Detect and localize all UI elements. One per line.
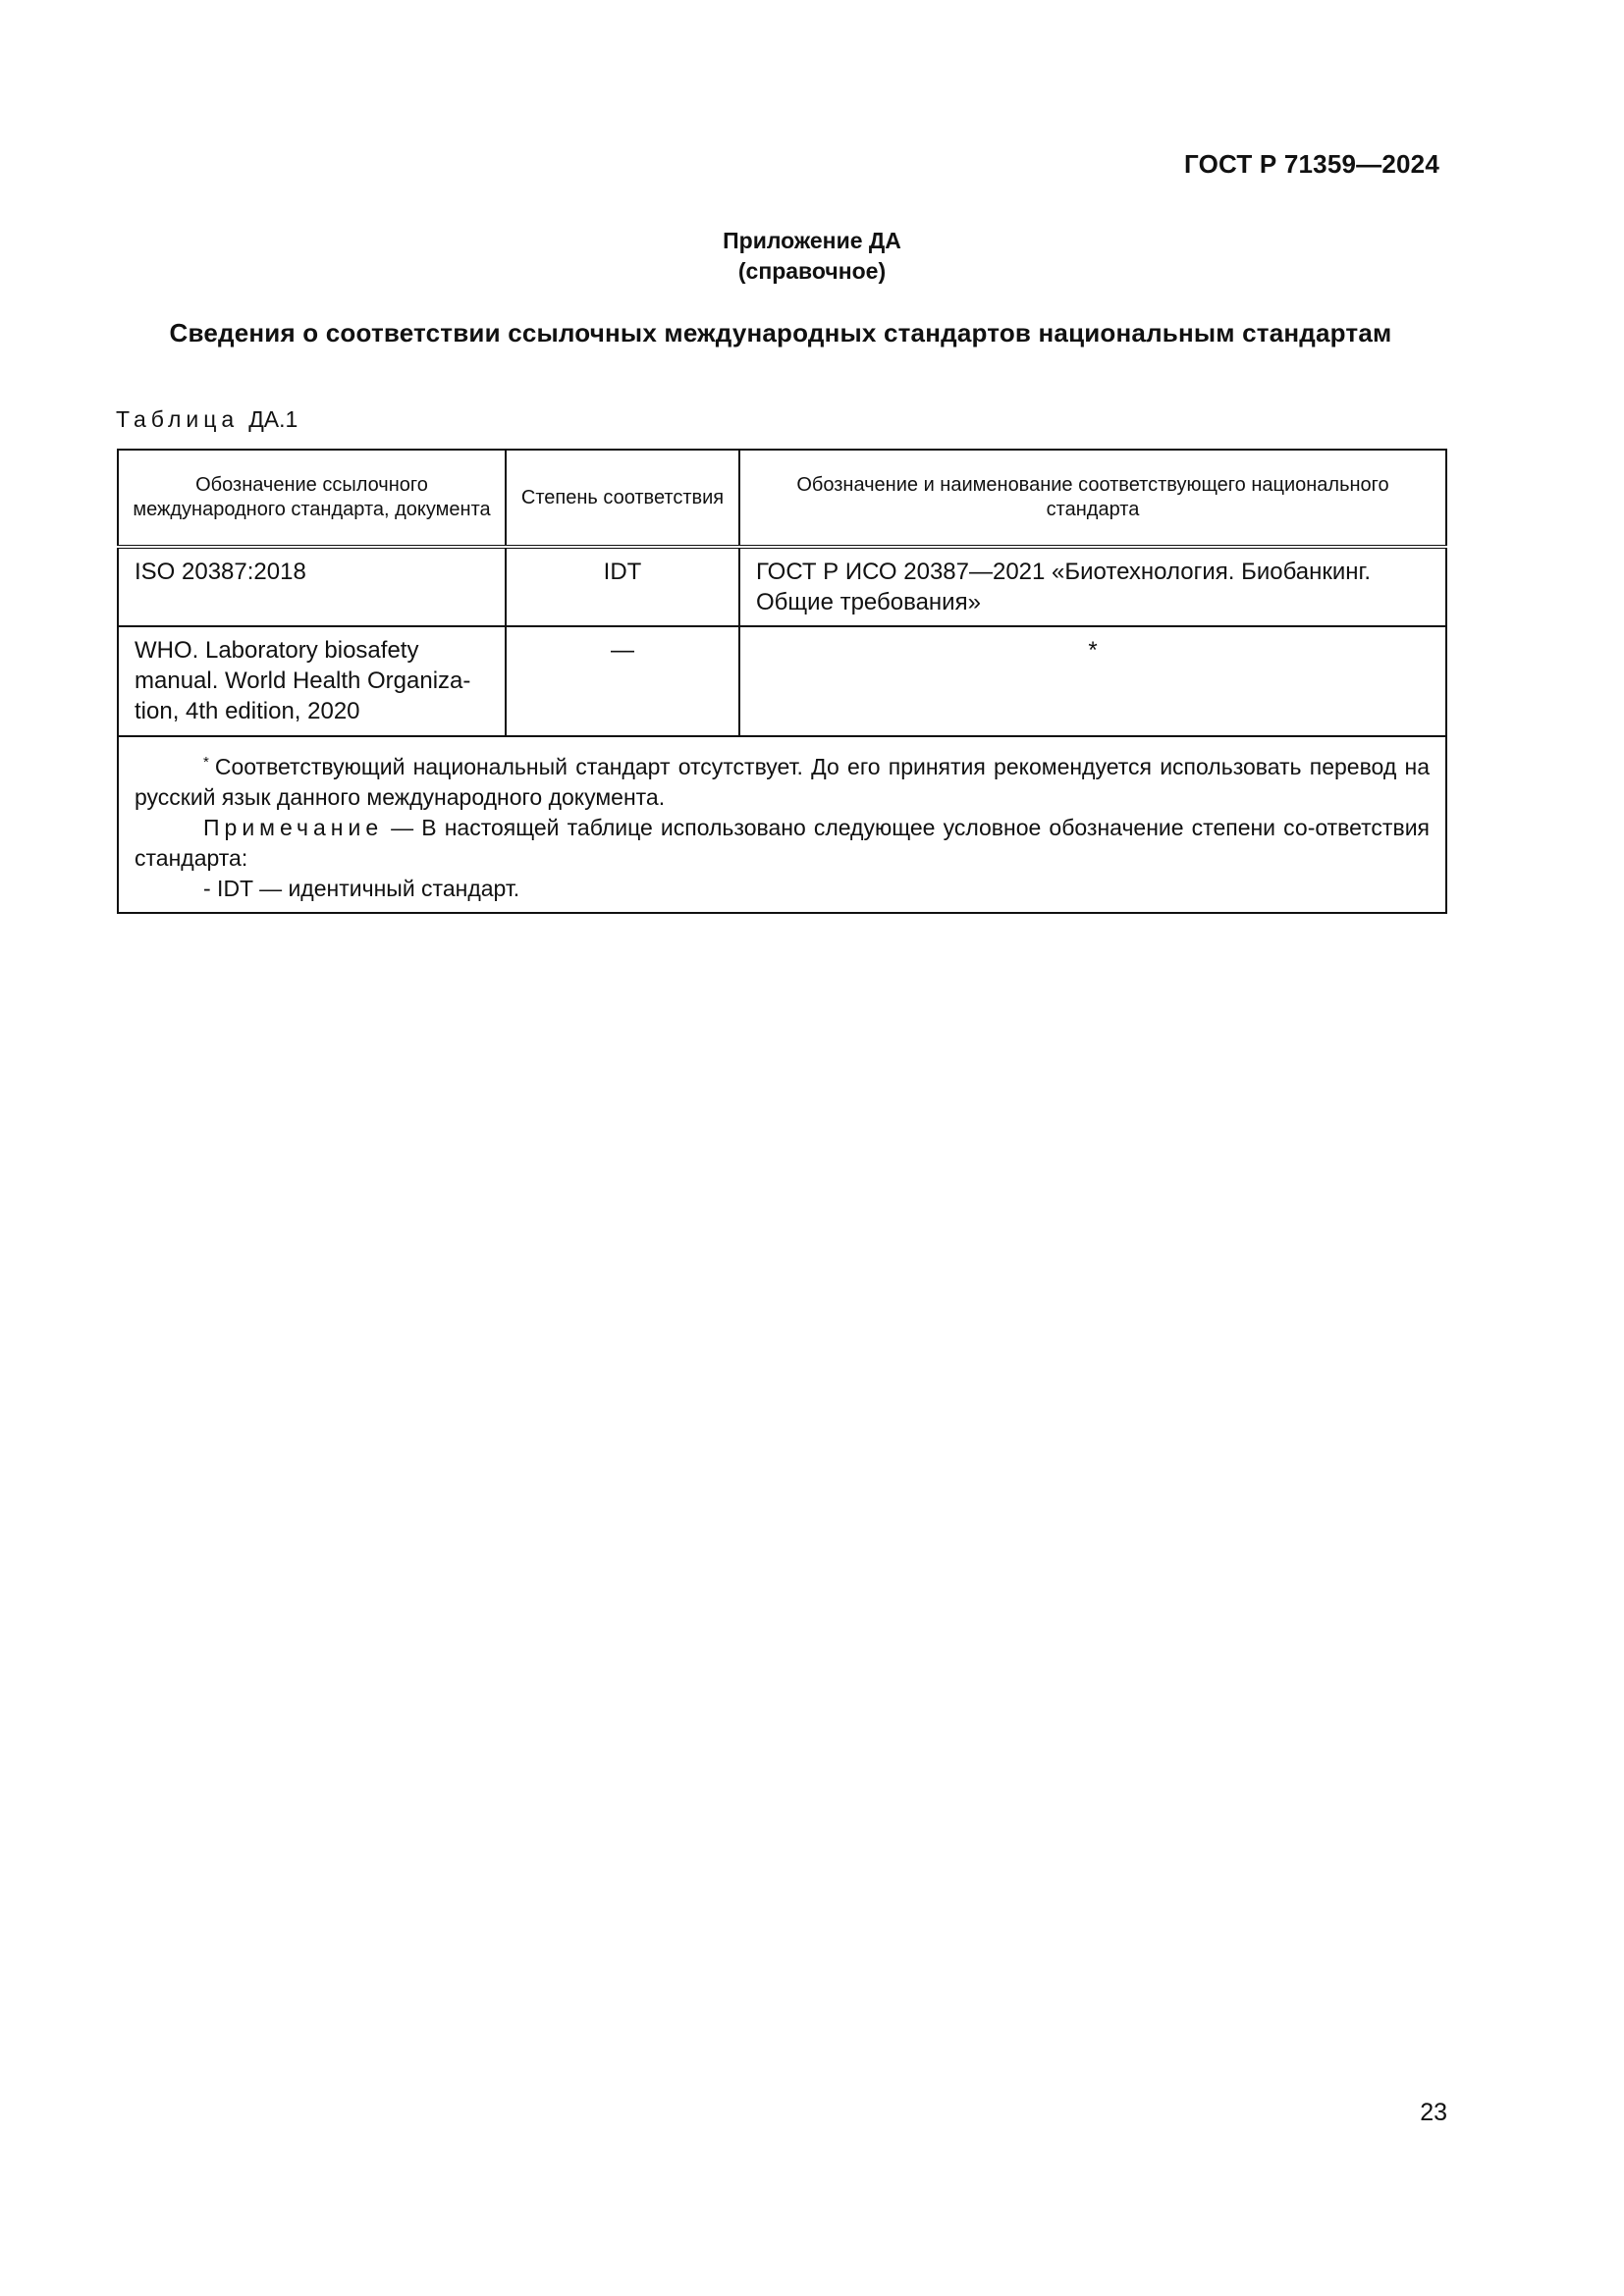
- header-national-standard: Обозначение и наименование соответствующего национального стандарта: [739, 450, 1446, 547]
- table-row: [118, 547, 1446, 626]
- note-label: Примечание: [203, 815, 384, 840]
- footnote-marker: *: [203, 754, 209, 771]
- header-reference-standard: Обозначение ссылочного международного стандарта, документа: [118, 450, 506, 547]
- note-text: — В настоящей таблице использовано следующее условное обозначение степени со-ответствия стандарта:: [135, 815, 1430, 871]
- appendix-subtitle: (справочное): [737, 258, 887, 284]
- note-item: - IDT — идентичный стандарт.: [203, 876, 520, 901]
- footnote-text: Соответствующий национальный стандарт отсутствует. До его принятия рекомендуется использовать перевод на русский язык данного международного документа.: [135, 754, 1430, 810]
- table-row: [118, 626, 1446, 736]
- section-title: Сведения о соответствии ссылочных международных стандартов национальным стандартам: [169, 318, 1392, 347]
- document-code: ГОСТ Р 71359—2024: [1184, 149, 1439, 179]
- table-caption-label: Таблица: [116, 406, 240, 432]
- cell-national: ГОСТ Р ИСО 20387—2021 «Биотехнология. Биобанкинг. Общие требования»: [739, 547, 1446, 626]
- footnote-paragraph: [135, 747, 1430, 813]
- cell-reference: ISO 20387:2018: [118, 547, 506, 626]
- page-number: 23: [1420, 2099, 1447, 2126]
- cell-degree: —: [506, 626, 739, 736]
- table-caption: [116, 406, 298, 433]
- correspondence-table: [117, 449, 1447, 914]
- appendix-heading: [0, 226, 1624, 287]
- table-footnote-row: [118, 736, 1446, 913]
- table-footnote: [118, 736, 1446, 913]
- header-degree: Степень соответствия: [506, 450, 739, 547]
- cell-degree: IDT: [506, 547, 739, 626]
- cell-reference: WHO. Laboratory biosafety manual. World Health Organiza-tion, 4th edition, 2020: [118, 626, 506, 736]
- table-caption-number: ДА.1: [248, 406, 298, 432]
- cell-national: *: [739, 626, 1446, 736]
- table-header-row: [118, 450, 1446, 547]
- note-paragraph: [135, 813, 1430, 874]
- appendix-title: Приложение ДА: [723, 228, 901, 253]
